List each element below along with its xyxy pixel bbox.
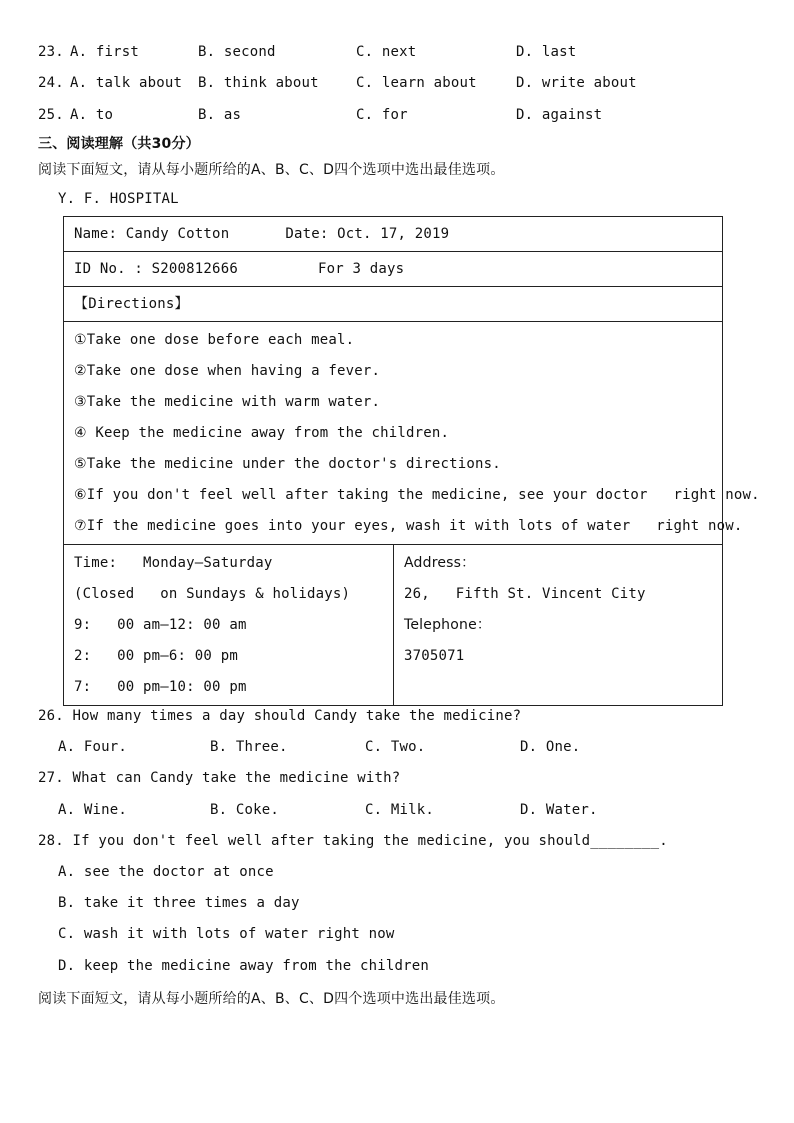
option-b: B. take it three times a day: [58, 895, 300, 911]
direction-item: ②Take one dose when having a fever.: [74, 363, 381, 379]
option-a: A. Wine.: [58, 802, 128, 818]
option-c: C. for: [356, 107, 408, 123]
patient-name: Name: Candy Cotton: [74, 226, 230, 242]
direction-item: ⑦If the medicine goes into your eyes, wash it with lots of water right now.: [74, 518, 743, 534]
question-number: 23.: [38, 44, 64, 60]
option-a: A. see the doctor at once: [58, 864, 274, 880]
directions-header: 【Directions】: [74, 296, 189, 312]
duration: For 3 days: [317, 261, 405, 277]
option-c: C. next: [356, 44, 417, 60]
telephone: 3705071: [404, 648, 465, 664]
direction-item: ③Take the medicine with warm water.: [74, 394, 381, 410]
telephone-label: Telephone：: [404, 617, 492, 633]
option-a: A. first: [70, 44, 140, 60]
hours-item: 2: 00 pm—6: 00 pm: [74, 648, 238, 664]
option-a: A. to: [70, 107, 114, 123]
question-26-stem: 26. How many times a day should Candy take the medicine?: [38, 708, 522, 724]
option-c: C. Milk.: [365, 802, 435, 818]
option-c: C. Two.: [365, 739, 426, 755]
option-b: B. second: [198, 44, 276, 60]
address: 26, Fifth St. Vincent City: [404, 586, 646, 602]
prescription-table: [63, 216, 760, 706]
id-row: [64, 252, 723, 287]
patient-id: ID No. : S200812666: [74, 261, 238, 277]
directions-list: [64, 322, 760, 545]
option-d: D. write about: [516, 75, 637, 91]
option-d: D. against: [516, 107, 603, 123]
hours-item: 9: 00 am—12: 00 am: [74, 617, 247, 633]
prescription-date: Date: Oct. 17, 2019: [285, 226, 450, 242]
option-a: A. Four.: [58, 739, 128, 755]
option-a: A. talk about: [70, 75, 183, 91]
option-b: B. as: [198, 107, 242, 123]
contact-cell: [394, 545, 723, 706]
direction-item: ⑤Take the medicine under the doctor's directions.: [74, 456, 501, 472]
direction-item: ④ Keep the medicine away from the children.: [74, 425, 450, 441]
option-d: D. last: [516, 44, 577, 60]
option-c: C. wash it with lots of water right now: [58, 926, 395, 942]
reading-instruction: 阅读下面短文，请从每小题所给的A、B、C、D四个选项中选出最佳选项。: [38, 162, 505, 178]
hospital-name: Y. F. HOSPITAL: [58, 191, 179, 207]
option-b: B. think about: [198, 75, 319, 91]
directions-header-row: [64, 287, 723, 322]
direction-item: ⑥If you don't feel well after taking the medicine, see your doctor right now.: [74, 487, 760, 503]
option-c: C. learn about: [356, 75, 477, 91]
question-28-stem: 28. If you don't feel well after taking the medicine, you should________.: [38, 833, 668, 849]
time-label: Time: Monday—Saturday: [74, 555, 273, 571]
option-d: D. One.: [520, 739, 581, 755]
section-title: 三、阅读理解（共30分）: [38, 136, 200, 152]
direction-item: ①Take one dose before each meal.: [74, 332, 355, 348]
patient-row: [64, 217, 723, 252]
option-d: D. keep the medicine away from the children: [58, 958, 430, 974]
question-number: 24.: [38, 75, 64, 91]
option-d: D. Water.: [520, 802, 598, 818]
closed-note: (Closed on Sundays & holidays): [74, 586, 351, 602]
question-number: 25.: [38, 107, 64, 123]
hours-cell: [64, 545, 394, 706]
address-label: Address：: [404, 555, 476, 571]
option-b: B. Three.: [210, 739, 288, 755]
question-27-stem: 27. What can Candy take the medicine with?: [38, 770, 401, 786]
option-b: B. Coke.: [210, 802, 280, 818]
reading-instruction-2: 阅读下面短文，请从每小题所给的A、B、C、D四个选项中选出最佳选项。: [38, 991, 505, 1007]
hours-item: 7: 00 pm—10: 00 pm: [74, 679, 247, 695]
